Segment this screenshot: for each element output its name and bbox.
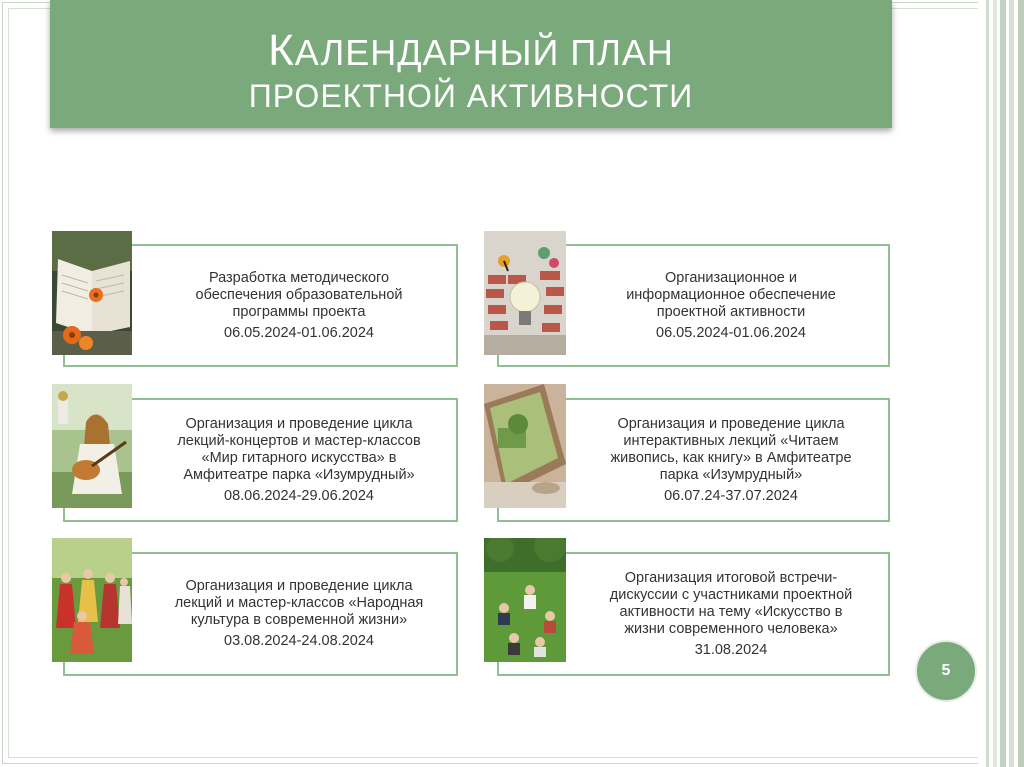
card-date: 08.06.2024-29.06.2024 xyxy=(224,487,374,504)
card-line: культура в современной жизни» xyxy=(190,612,408,628)
card-line: дискуссии с участниками проектной xyxy=(609,586,853,603)
card-date: 31.08.2024 xyxy=(694,641,768,658)
card-line: Организация и проведение цикла xyxy=(185,415,413,432)
painting-easel-image xyxy=(484,384,566,508)
card-line: Организация и проведение цикла xyxy=(617,415,845,432)
card-line: интерактивных лекций «Читаем xyxy=(623,432,839,449)
card-line: лекций и мастер-классов «Народная xyxy=(174,595,424,611)
girl-with-guitar-image xyxy=(52,384,132,508)
plan-card-1-text xyxy=(140,244,458,367)
card-date: 06.07.24-37.07.2024 xyxy=(664,487,798,504)
card-line: «Мир гитарного искусства» в xyxy=(201,449,397,466)
card-line: Амфитеатре парка «Изумрудный» xyxy=(183,466,415,483)
card-date: 06.05.2024-01.06.2024 xyxy=(656,324,806,341)
page-number-badge: 5 xyxy=(915,640,977,702)
card-line: парка «Изумрудный» xyxy=(659,466,803,483)
card-line: живопись, как книгу» в Амфитеатре xyxy=(610,449,852,466)
card-line: Организация и проведение цикла xyxy=(185,578,413,594)
page-title xyxy=(50,26,892,76)
card-line: информационное обеспечение xyxy=(626,286,836,303)
folk-dancers-image xyxy=(52,538,132,662)
card-line: Организационное и xyxy=(665,269,797,286)
people-on-grass-image xyxy=(484,538,566,662)
card-line: лекций-концертов и мастер-классов xyxy=(177,432,421,449)
page-subtitle: ПРОЕКТНОЙ АКТИВНОСТИ xyxy=(248,78,694,114)
card-line: Разработка методического xyxy=(208,269,390,286)
card-line: программы проекта xyxy=(232,303,366,320)
plan-card-4-text xyxy=(572,398,890,522)
card-line: обеспечения образовательной xyxy=(195,286,403,303)
title-banner xyxy=(50,0,892,128)
card-line: проектной активности xyxy=(656,303,806,320)
card-line: жизни современного человека» xyxy=(624,620,838,637)
plan-card-5-text xyxy=(140,552,458,676)
plan-card-6-text xyxy=(572,552,890,676)
card-line: Организация итоговой встречи- xyxy=(624,569,838,586)
plan-card-2-text xyxy=(572,244,890,367)
decorative-stripes xyxy=(978,0,1024,767)
title-line1-rest: АЛЕНДАРНЫЙ ПЛАН xyxy=(294,32,674,73)
card-date: 06.05.2024-01.06.2024 xyxy=(224,324,374,341)
card-date: 03.08.2024-24.08.2024 xyxy=(224,633,374,649)
open-book-flowers-image xyxy=(52,231,132,355)
plan-card-3-text xyxy=(140,398,458,522)
card-line: активности на тему «Искусство в xyxy=(619,603,843,620)
title-first-letter: К xyxy=(268,26,295,75)
lightbulb-brick-wall-image xyxy=(484,231,566,355)
